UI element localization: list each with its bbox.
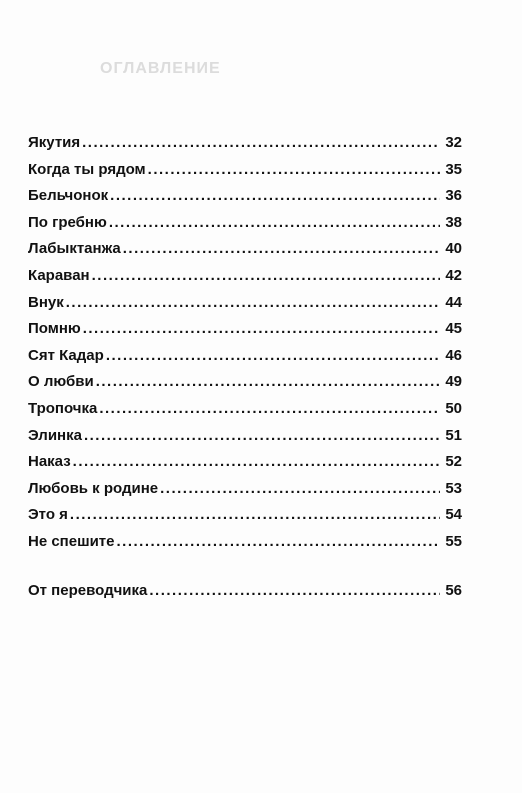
toc-entry-page: 50 bbox=[445, 399, 462, 417]
toc-dot-leader bbox=[123, 236, 440, 263]
toc-entry[interactable] bbox=[28, 396, 462, 423]
toc-dot-leader bbox=[148, 157, 440, 184]
toc-dot-leader bbox=[83, 316, 440, 343]
toc-entry-title: Бельчонок bbox=[28, 187, 109, 205]
toc-entry-title: По гребню bbox=[28, 213, 107, 231]
toc-entry[interactable] bbox=[28, 236, 462, 263]
toc-entry[interactable] bbox=[28, 183, 462, 210]
toc-entry-title: Лабыктанжа bbox=[28, 240, 121, 258]
toc-entry-title: Наказ bbox=[28, 453, 71, 471]
toc-entry-title: Не спешите bbox=[28, 532, 115, 550]
toc-entry[interactable] bbox=[28, 449, 462, 476]
toc-entry-page: 35 bbox=[445, 160, 462, 178]
toc-entry-page: 51 bbox=[445, 426, 462, 444]
bleed-through-heading: ОГЛАВЛЕНИЕ bbox=[100, 60, 221, 77]
toc-dot-leader bbox=[73, 449, 440, 476]
toc-entry-page: 42 bbox=[445, 266, 462, 284]
toc-dot-leader bbox=[92, 263, 440, 290]
toc-entry-title: Когда ты рядом bbox=[28, 160, 146, 178]
toc-entry-title: Сят Кадар bbox=[28, 346, 104, 364]
toc-entry[interactable] bbox=[28, 316, 462, 343]
toc-entry[interactable] bbox=[28, 369, 462, 396]
toc-entry-title: Внук bbox=[28, 293, 64, 311]
toc-entry-title: Тропочка bbox=[28, 399, 98, 417]
toc-entry[interactable] bbox=[28, 290, 462, 317]
toc-dot-leader bbox=[66, 290, 440, 317]
toc-dot-leader bbox=[110, 183, 440, 210]
toc-entry-title: Это я bbox=[28, 506, 68, 524]
toc-entry-page: 52 bbox=[445, 453, 462, 471]
toc-entry-title: От переводчика bbox=[28, 581, 148, 599]
toc-entry-page: 46 bbox=[445, 346, 462, 364]
toc-entry-page: 55 bbox=[445, 532, 462, 550]
toc-dot-leader bbox=[160, 476, 440, 503]
toc-entry[interactable] bbox=[28, 343, 462, 370]
toc-entry[interactable] bbox=[28, 263, 462, 290]
toc-entry-title: Якутия bbox=[28, 134, 81, 151]
toc-entry-page: 56 bbox=[445, 581, 462, 599]
toc-entry-page: 32 bbox=[445, 134, 462, 151]
toc-dot-leader bbox=[106, 343, 440, 370]
toc-entry-title: Элинка bbox=[28, 426, 82, 444]
toc-entry-page: 49 bbox=[445, 373, 462, 391]
toc-dot-leader bbox=[96, 369, 440, 396]
toc-dot-leader bbox=[82, 130, 440, 157]
toc-entry[interactable] bbox=[28, 423, 462, 450]
toc-entry-title: Караван bbox=[28, 266, 90, 284]
toc-entry[interactable] bbox=[28, 502, 462, 529]
toc-dot-leader bbox=[149, 578, 440, 605]
toc-dot-leader bbox=[109, 210, 440, 237]
toc-dot-leader bbox=[84, 423, 440, 450]
toc-dot-leader bbox=[99, 396, 440, 423]
toc-entry-page: 53 bbox=[445, 479, 462, 497]
toc-entry-page: 45 bbox=[445, 320, 462, 338]
toc-entry-page: 44 bbox=[445, 293, 462, 311]
toc-dot-leader bbox=[117, 529, 441, 556]
toc-entry-title: О любви bbox=[28, 373, 94, 391]
toc-entry[interactable] bbox=[28, 157, 462, 184]
toc-entry-page: 38 bbox=[445, 213, 462, 231]
toc-entry-title: Любовь к родине bbox=[28, 479, 159, 497]
toc-entry[interactable] bbox=[28, 578, 462, 605]
toc-entry-page: 54 bbox=[445, 506, 462, 524]
toc-entry[interactable] bbox=[28, 210, 462, 237]
toc-entry-page: 40 bbox=[445, 240, 462, 258]
toc-entry[interactable] bbox=[28, 130, 462, 157]
toc-entry[interactable] bbox=[28, 476, 462, 503]
table-of-contents bbox=[28, 130, 462, 604]
toc-dot-leader bbox=[70, 502, 440, 529]
toc-entry[interactable] bbox=[28, 529, 462, 556]
toc-entry-title: Помню bbox=[28, 320, 81, 338]
toc-entry-page: 36 bbox=[445, 187, 462, 205]
